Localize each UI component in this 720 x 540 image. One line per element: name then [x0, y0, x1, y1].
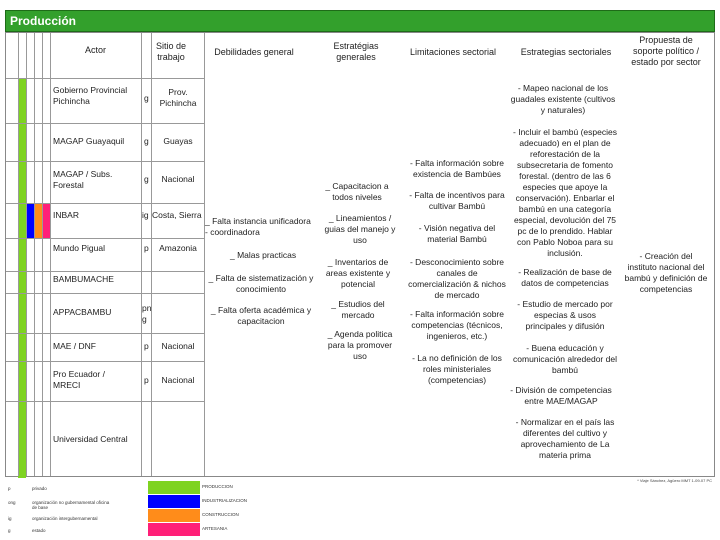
actor-site: Nacional	[161, 341, 195, 351]
estrategia-sectorial-item: - Mapeo nacional de los guadales existente (cultivos y naturales)	[510, 83, 616, 115]
sector-marker	[34, 204, 42, 238]
estrategia-general-item: _ Estudios del mercado	[331, 299, 385, 320]
legend-swatch-industrializacion	[148, 495, 200, 508]
sector-marker	[18, 204, 26, 238]
estrategia-sectorial-item: - Buena educación y comunicación alrededor del bambú	[513, 343, 617, 375]
actor-code: p	[144, 375, 149, 385]
sector-marker	[18, 294, 26, 333]
debilidad-item: _ Falta de sistematización y conocimiento	[208, 273, 314, 294]
legend-code: ong	[8, 500, 16, 505]
estrategia-general-item: _ Inventarios de areas existente y potencial	[325, 257, 391, 289]
sector-marker	[18, 362, 26, 401]
limitacion-item: - Falta de incentivos para cultivar Bambú	[409, 190, 505, 211]
estrategia-sectorial-item: - Incluir el bambú (especies adecuado) en el plan de reforestación de la subsecretaria de fomento forestal. (dentro de las 6 especies que apoye la conservación). Enbarlar el bambú en una categoría especial, devolución del 75 pc de lo prendido. Hablar con Pablo Noboa para su inclusión.	[513, 127, 617, 258]
actor-name: BAMBUMACHE	[53, 274, 114, 284]
legend-code-row	[8, 500, 138, 514]
actor-code: g	[144, 93, 149, 103]
debilidad-item: _ Falta oferta académica y capacitacion	[210, 305, 312, 326]
header-estrategias-sectoriales: Estrategias sectoriales	[520, 47, 612, 57]
legend-label: PRODUCCION	[202, 484, 233, 489]
actor-name: MAGAP Guayaquil	[53, 136, 125, 146]
estrategia-sectorial-item: - División de competencias entre MAE/MAGAP	[510, 385, 612, 406]
legend-code-row	[8, 516, 138, 526]
actor-site: Nacional	[161, 375, 195, 385]
limitacion-item: - Falta información sobre existencia de Bambúes	[409, 158, 504, 179]
legend-swatch-artesania	[148, 523, 200, 536]
actor-code: p	[144, 243, 149, 253]
estrategia-sectorial-item: - Normalizar en el país las diferentes del cultivo y aprovechamiento de La materia prima	[515, 417, 615, 460]
actor-name: Pro Ecuador / MRECI	[53, 369, 105, 390]
header-limitaciones: Limitaciones sectorial	[409, 47, 497, 57]
actor-code: g	[144, 136, 149, 146]
actor-code: ig	[142, 210, 149, 220]
limitacion-item: - Falta información sobre competencias (técnicos, ingenieros, etc.)	[409, 309, 504, 341]
limitacion-item: - La no definición de los roles ministeriales (competencias)	[412, 353, 502, 385]
header-sitio: Sitio de trabajo	[155, 41, 187, 62]
actor-site: Costa, Sierra	[152, 210, 202, 220]
estrategia-general-item: _ Capacitacion a todos niveles	[325, 181, 389, 202]
legend-code: p	[8, 486, 11, 491]
sector-marker	[42, 204, 50, 238]
legend-label: CONSTRUCCION	[202, 512, 239, 517]
sector-marker	[18, 402, 26, 478]
estrategia-sectorial-item: - Estudio de mercado por especias & usos principales y difusión	[517, 299, 613, 331]
legend-code-row	[8, 528, 138, 538]
estrategia-general-item: _ Lineamientos / guias del manejo y uso	[324, 213, 396, 245]
legend-desc: estado	[32, 528, 46, 533]
sector-marker	[18, 79, 26, 123]
legend-label: INDUSTRIALIZACION	[202, 498, 248, 503]
actor-code: p	[144, 341, 149, 351]
actor-site: Prov. Pichincha	[159, 87, 197, 108]
sector-marker	[26, 204, 34, 238]
header-propuesta: Propuesta de soporte político / estado por sector	[631, 35, 701, 67]
legend-label: ARTESANIA	[202, 526, 228, 531]
production-table	[5, 32, 715, 477]
debilidad-item: _ Malas practicas	[230, 250, 297, 260]
legend-code: ig	[8, 516, 12, 521]
estrategia-general-item: _ Agenda politica para la promover uso	[327, 329, 393, 361]
legend-desc: organización no gubernamental oficina de base	[32, 500, 110, 510]
actor-name: APPACBAMBU	[53, 307, 112, 317]
sector-marker	[18, 239, 26, 271]
legend-code-row	[8, 486, 138, 496]
actor-name: MAE / DNF	[53, 341, 96, 351]
legend-swatch-construccion	[148, 509, 200, 522]
footnote: * Viaje Sánchez, Agüero MMT 1-09-07 PC	[637, 478, 712, 483]
legend-code: g	[8, 528, 11, 533]
actor-name: Universidad Central	[53, 434, 128, 444]
actor-site: Nacional	[161, 174, 195, 184]
limitacion-item: - Desconocimiento sobre canales de comercialización & nichos de mercado	[408, 257, 506, 300]
actor-name: Mundo Pigual	[53, 243, 105, 253]
sector-marker	[18, 162, 26, 203]
header-actor: Actor	[84, 45, 106, 55]
actor-name: INBAR	[53, 210, 79, 220]
header-estrategias-generales: Estratégias generales	[333, 41, 379, 62]
sector-marker	[18, 334, 26, 361]
actor-code: pn g	[142, 303, 152, 324]
actor-name: Gobierno Provincial Pichincha	[53, 85, 128, 106]
sector-marker	[18, 124, 26, 161]
actor-code: g	[144, 174, 149, 184]
estrategia-sectorial-item: - Realización de base de datos de competencias	[518, 267, 612, 288]
debilidad-item: _ Falta instancia unificadora - coordinadora	[205, 216, 311, 237]
limitacion-item: - Visión negativa del material Bambú	[418, 223, 496, 244]
propuesta-item: - Creación del instituto nacional del bambú y definición de competencias	[624, 251, 708, 294]
header-debilidades: Debilidades general	[214, 47, 294, 57]
legend-desc: privado	[32, 486, 47, 491]
legend-desc: organización intergubernamental	[32, 516, 98, 521]
sector-marker	[18, 272, 26, 293]
actor-site: Amazonia	[159, 243, 197, 253]
actor-site: Guayas	[163, 136, 193, 146]
page-title: Producción	[5, 10, 715, 32]
legend-swatch-produccion	[148, 481, 200, 494]
actor-name: MAGAP / Subs. Forestal	[53, 169, 113, 190]
